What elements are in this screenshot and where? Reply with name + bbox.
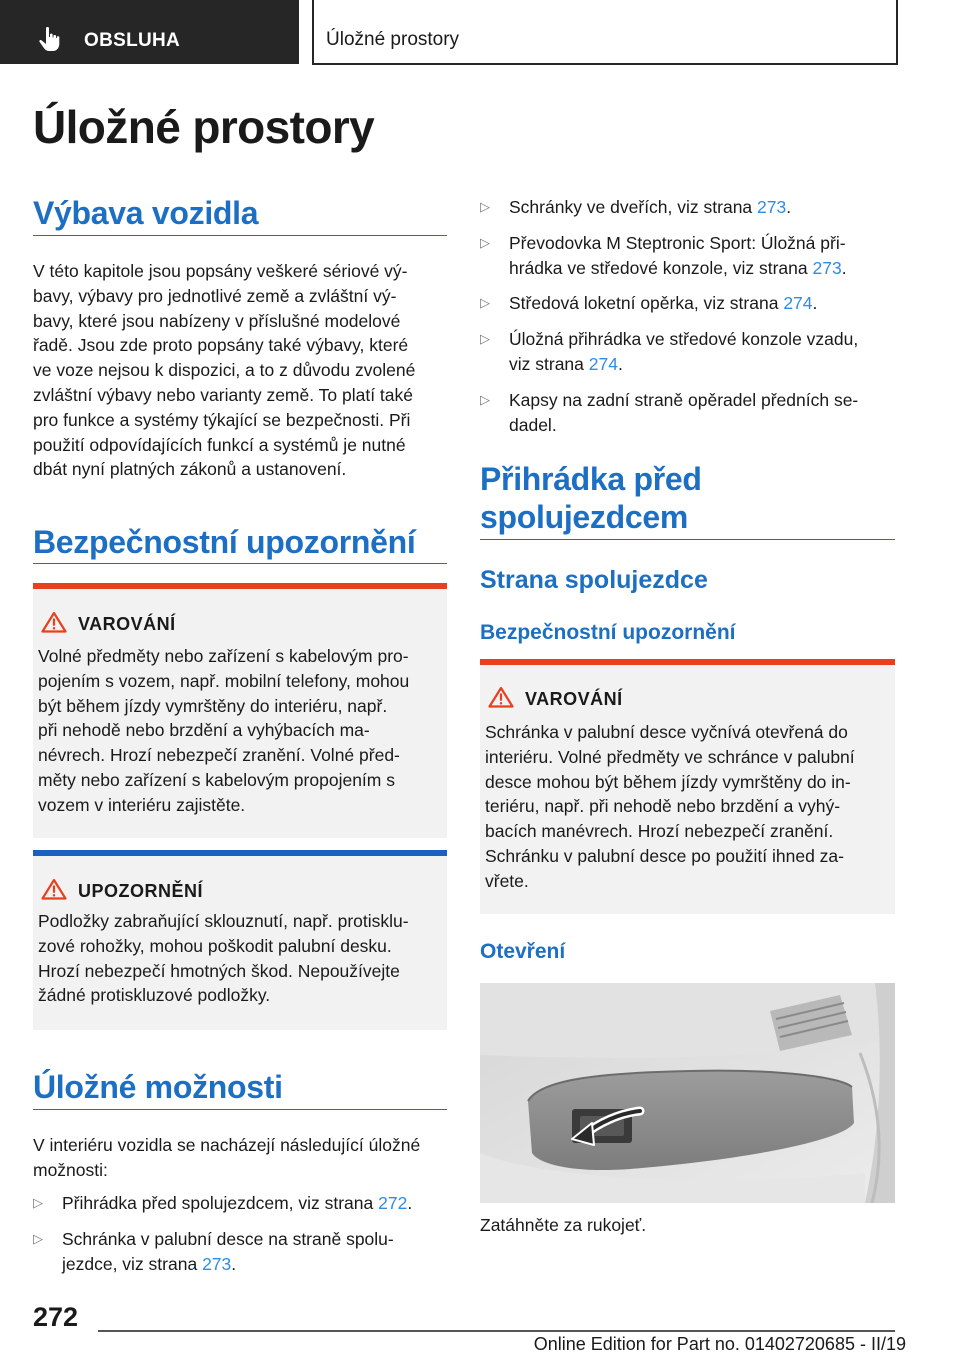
page-link[interactable]: 273 bbox=[812, 257, 842, 278]
list-item bbox=[480, 291, 900, 316]
text-line: řadě. Jsou zde proto popsány také výbavy, které bbox=[33, 335, 409, 356]
text-line: desce mohou být během jízdy vymrštěny do in‐ bbox=[485, 771, 851, 792]
warning-title: VAROVÁNÍ bbox=[525, 689, 623, 709]
section-tab-label: OBSLUHA bbox=[84, 30, 181, 51]
list-item-suffix: . bbox=[786, 197, 792, 217]
page-link[interactable]: 272 bbox=[378, 1193, 408, 1213]
text-line: možnosti: bbox=[33, 1159, 108, 1180]
bullet-triangle-icon: ▷ bbox=[480, 391, 490, 407]
storage-list-right bbox=[480, 195, 900, 448]
heading-glovebox-line: Přihrádka před bbox=[480, 461, 702, 497]
footer-edition bbox=[0, 1334, 906, 1355]
list-item-text: viz strana bbox=[509, 353, 589, 374]
text-line: žádné protiskluzové podložky. bbox=[38, 985, 271, 1006]
page-link[interactable]: 273 bbox=[757, 197, 787, 217]
text-line: Schránku v palubní desce po použití ihned za‐ bbox=[485, 845, 844, 866]
text-line: interiéru. Volné předměty ve schránce v palubní bbox=[485, 746, 855, 767]
options-intro bbox=[33, 1133, 453, 1183]
warning-triangle-icon bbox=[41, 611, 67, 633]
list-item bbox=[33, 1227, 453, 1277]
edition-text: Online Edition for Part no. 01402720685 - II/19 bbox=[533, 1334, 906, 1354]
list-item bbox=[480, 327, 900, 377]
text-line: ve voze nejsou k dispozici, a to z důvodu zvolené bbox=[33, 360, 416, 381]
warning-text bbox=[485, 720, 897, 894]
text-line: vřete. bbox=[485, 870, 529, 891]
text-line: měty nebo zařízení s kabelovým propojením s bbox=[38, 769, 395, 790]
text-line: Podložky zabraňující sklouznutí, např. protisklu‐ bbox=[38, 911, 409, 931]
page-link[interactable]: 273 bbox=[202, 1253, 232, 1274]
heading-passenger-side: Strana spolujezdce bbox=[480, 566, 708, 594]
list-item-text: jezdce, viz strana bbox=[62, 1253, 203, 1274]
list-item bbox=[480, 195, 900, 220]
text-line: Hrozí nebezpečí hmotných škod. Nepoužívejte bbox=[38, 960, 400, 981]
text-line: dbát nyní platných zákonů a ustanovení. bbox=[33, 459, 347, 480]
footer-rule bbox=[98, 1330, 895, 1332]
text-line: névrech. Hrozí nebezpečí zranění. Volné před‐ bbox=[38, 745, 400, 766]
glovebox-photo bbox=[480, 983, 895, 1203]
list-item-text: Schránky ve dveřích, viz strana bbox=[509, 197, 758, 217]
warning-triangle-icon bbox=[41, 878, 67, 900]
warning-box bbox=[480, 659, 895, 914]
bullet-triangle-icon: ▷ bbox=[33, 1230, 43, 1246]
breadcrumb-label: Úložné prostory bbox=[326, 29, 460, 50]
warning-bar bbox=[480, 659, 895, 665]
list-item-suffix: . bbox=[812, 293, 818, 314]
bullet-triangle-icon: ▷ bbox=[480, 199, 490, 214]
heading-safety-right: Bezpečnostní upozornění bbox=[480, 621, 736, 644]
page-link[interactable]: 274 bbox=[783, 293, 813, 314]
list-item bbox=[33, 1191, 453, 1216]
list-item-suffix: . bbox=[841, 257, 847, 278]
hand-pointer-icon bbox=[38, 26, 62, 52]
text-line: zové rohožky, mohou poškodit palubní desku. bbox=[38, 935, 392, 956]
list-item-text: Úložná přihrádka ve středové konzole vzadu, bbox=[509, 329, 859, 350]
text-line: Volné předměty nebo zařízení s kabelovým pro‐ bbox=[38, 646, 409, 666]
photo-caption: Zatáhněte za rukojeť. bbox=[480, 1215, 647, 1235]
list-item-suffix: . bbox=[231, 1253, 237, 1274]
heading-opening: Otevření bbox=[480, 940, 566, 963]
page-link[interactable]: 274 bbox=[588, 353, 618, 374]
breadcrumb bbox=[312, 0, 898, 65]
list-item-suffix: . bbox=[407, 1193, 413, 1213]
list-item-text: dadel. bbox=[509, 414, 557, 435]
text-line: Schránka v palubní desce vyčnívá otevřená do bbox=[485, 722, 848, 742]
heading-glovebox bbox=[480, 460, 702, 536]
text-line: bavy, výbavy pro jednotlivé země a zvláštní vý‐ bbox=[33, 285, 397, 306]
bullet-triangle-icon: ▷ bbox=[480, 331, 490, 347]
text-line: teriéru, např. při nehodě nebo brzdění a vyhý‐ bbox=[485, 796, 841, 817]
list-item-text: Převodovka M Steptronic Sport: Úložná při‐ bbox=[509, 232, 846, 253]
caution-text bbox=[38, 909, 448, 1008]
heading-rule bbox=[480, 539, 895, 540]
section-tab[interactable] bbox=[0, 0, 299, 64]
warning-box bbox=[33, 583, 447, 838]
text-line: bavy, které jsou nabízeny v příslušné modelové bbox=[33, 310, 401, 331]
list-item-text: Přihrádka před spolujezdcem, viz strana bbox=[62, 1193, 379, 1213]
page-number: 272 bbox=[33, 1302, 79, 1332]
storage-list-left bbox=[33, 1191, 453, 1287]
list-item-text: Schránka v palubní desce na straně spolu‐ bbox=[62, 1228, 394, 1249]
warning-bar bbox=[33, 583, 447, 589]
bullet-triangle-icon: ▷ bbox=[33, 1195, 43, 1210]
text-line: pojením s vozem, např. mobilní telefony, mohou bbox=[38, 670, 410, 691]
text-line: být během jízdy vymrštěny do interiéru, např. bbox=[38, 695, 388, 716]
heading-options: Úložné možnosti bbox=[33, 1069, 283, 1105]
heading-rule bbox=[33, 563, 447, 564]
page-title: Úložné prostory bbox=[33, 101, 375, 153]
warning-triangle-icon bbox=[488, 686, 514, 708]
text-line: zvláštní výbavy nebo varianty země. To platí také bbox=[33, 384, 414, 405]
text-line: V interiéru vozidla se nacházejí následující úložné bbox=[33, 1135, 421, 1155]
warning-title: VAROVÁNÍ bbox=[78, 614, 176, 634]
text-line: při nehodě nebo brzdění a vyhýbacích ma‐ bbox=[38, 720, 370, 741]
text-line: vozem v interiéru zajistěte. bbox=[38, 794, 246, 815]
equipment-paragraph bbox=[33, 259, 453, 482]
text-line: pro funkce a systémy týkající se bezpečnosti. Při bbox=[33, 409, 411, 430]
heading-rule bbox=[33, 235, 447, 236]
bullet-triangle-icon: ▷ bbox=[480, 295, 490, 311]
list-item-text: Kapsy na zadní straně opěradel předních se‐ bbox=[509, 389, 859, 410]
warning-text bbox=[38, 644, 448, 818]
heading-glovebox-line: spolujezdcem bbox=[480, 499, 689, 535]
heading-rule bbox=[33, 1109, 447, 1110]
list-item-suffix: . bbox=[617, 353, 623, 374]
text-line: bacích manévrech. Hrozí nebezpečí zranění. bbox=[485, 821, 834, 842]
list-item-text: Středová loketní opěrka, viz strana bbox=[509, 293, 784, 314]
text-line: použití odpovídajících funkcí a systémů je nutné bbox=[33, 434, 406, 455]
heading-equipment: Výbava vozidla bbox=[33, 195, 259, 231]
heading-safety: Bezpečnostní upozornění bbox=[33, 524, 416, 560]
caution-bar bbox=[33, 850, 447, 856]
list-item bbox=[480, 388, 900, 438]
list-item-text: hrádka ve středové konzole, viz strana bbox=[509, 257, 813, 278]
caution-title: UPOZORNĚNÍ bbox=[78, 881, 204, 901]
bullet-triangle-icon: ▷ bbox=[480, 234, 490, 250]
text-line: V této kapitole jsou popsány veškeré sériové vý‐ bbox=[33, 261, 408, 281]
list-item bbox=[480, 231, 900, 281]
caution-box bbox=[33, 850, 447, 1030]
